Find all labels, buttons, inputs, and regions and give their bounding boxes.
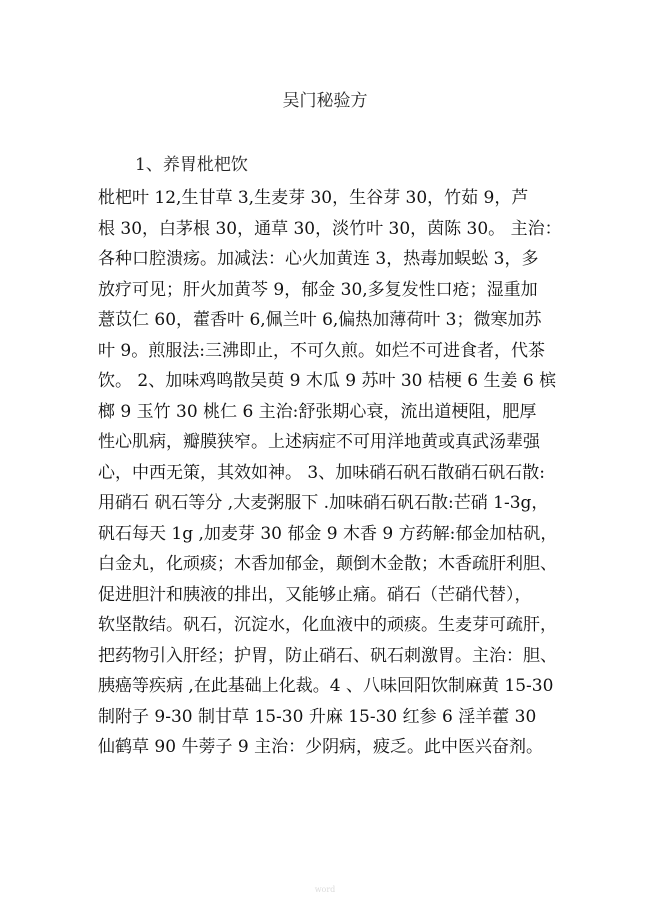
text-line: 把药物引入肝经；护胃，防止硝石、矾石刺激胃。主治：胆、 [98,645,557,666]
text-line: 性心肌病，瓣膜狭窄。上述病症不可用洋地黄或真武汤辈强 [98,432,540,452]
page-footer: word [314,885,336,894]
text-line: 用硝石 矾石等分 ,大麦粥服下 .加味硝石矾石散:芒硝 1-3g， [98,493,549,513]
text-line: 各种口腔溃疡。加减法：心火加黄连 3，热毒加蜈蚣 3，多 [98,249,539,269]
section-heading: 1、养胃枇杷饮 [135,155,248,175]
text-line: 饮。 2、加味鸡鸣散吴萸 9 木瓜 9 苏叶 30 桔梗 6 生姜 6 槟 [98,371,557,391]
text-line: 叶 9。煎服法:三沸即止，不可久煎。如烂不可进食者，代茶 [98,340,545,361]
document-title: 吴门秘验方 [282,91,368,111]
text-line: 枇杷叶 12,生甘草 3,生麦芽 30，生谷芽 30，竹茹 9，芦 [98,188,529,208]
text-line: 软坚散结。矾石，沉淀水，化血液中的顽痰。生麦芽可疏肝， [98,615,557,635]
text-line: 根 30，白茅根 30，通草 30，淡竹叶 30，茵陈 30。 主治： [98,218,562,239]
text-line: 心，中西无策，其效如神。 3、加味硝石矾石散硝石矾石散: [98,462,545,483]
text-line: 矾石每天 1g ,加麦芽 30 郁金 9 木香 9 方药解:郁金加枯矾， [98,523,558,544]
text-line: 仙鹤草 90 牛蒡子 9 主治：少阴病，疲乏。此中医兴奋剂。 [98,737,544,757]
body-text [98,183,578,763]
text-line: 放疗可见；肝火加黄芩 9，郁金 30,多复发性口疮；湿重加 [98,279,538,300]
text-line: 胰癌等疾病 ,在此基础上化裁。4 、八味回阳饮制麻黄 15-30 [98,676,554,696]
text-line: 薏苡仁 60，藿香叶 6,佩兰叶 6,偏热加薄荷叶 3；微寒加苏 [98,310,542,330]
text-line: 制附子 9-30 制甘草 15-30 升麻 15-30 红参 6 淫羊藿 30 [98,706,537,727]
text-line: 榔 9 玉竹 30 桃仁 6 主治:舒张期心衰，流出道梗阻，肥厚 [98,401,537,422]
text-line: 促进胆汁和胰液的排出，又能够止痛。硝石（芒硝代替）， [98,584,532,605]
text-line: 白金丸，化顽痰；木香加郁金，颠倒木金散；木香疏肝利胆、 [98,554,557,574]
